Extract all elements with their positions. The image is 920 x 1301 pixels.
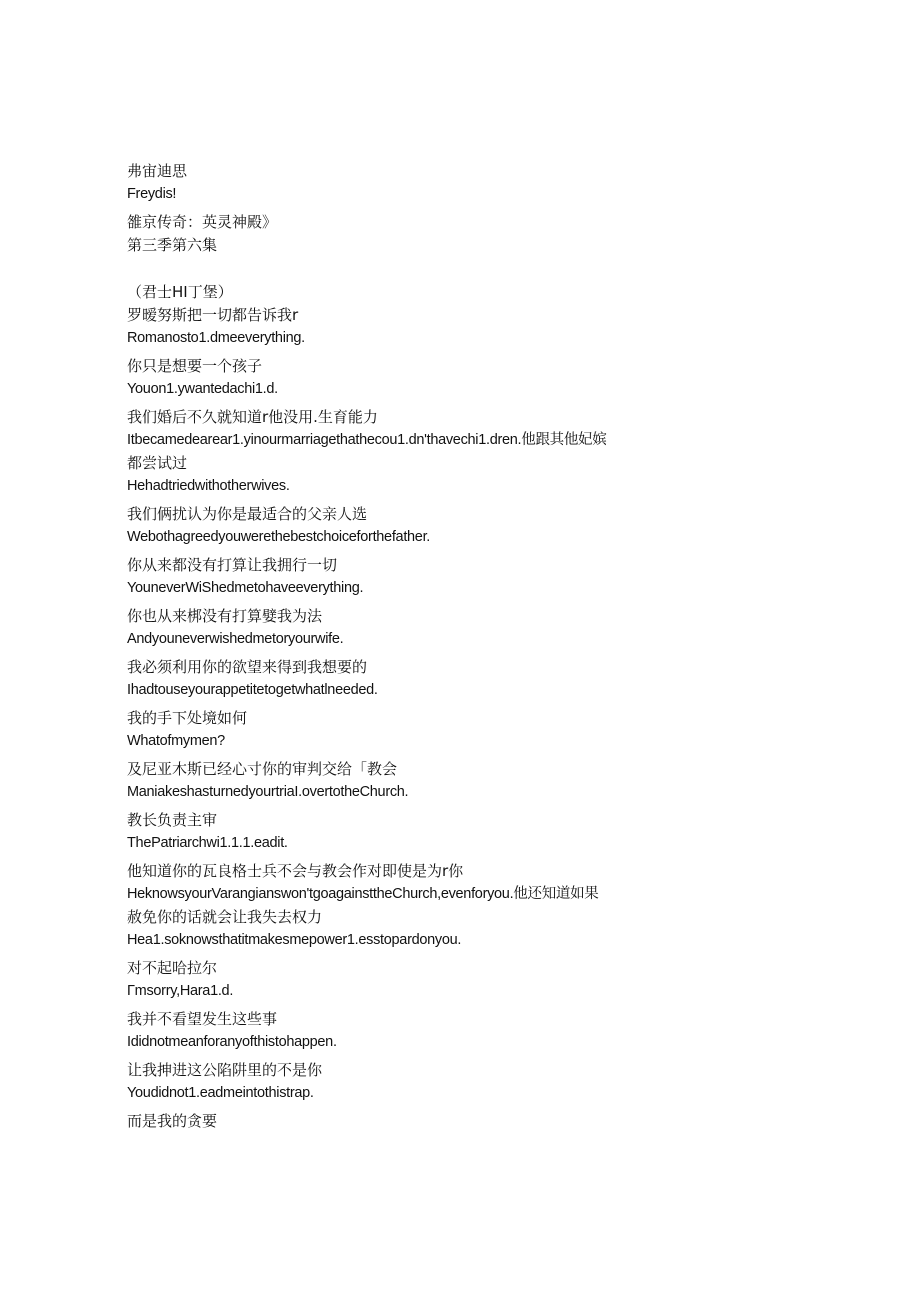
dialogue-line-en: Youdidnot1.eadmeintothistrap.	[127, 1085, 314, 1101]
dialogue-line-en: ManiakeshasturnedyourtriaI.overtotheChurch.	[127, 784, 409, 800]
title-english: Freydis!	[127, 186, 177, 202]
dialogue-line-en: Γmsorry,Hara1.d.	[127, 983, 234, 999]
show-title: 雒京传奇：英灵神殿》	[127, 213, 278, 231]
dialogue-line-zh: 我们婚后不久就知道r他没用.生育能力	[127, 408, 378, 426]
dialogue-line-en: Ididnotmeanforanyofthistohappen.	[127, 1034, 337, 1050]
dialogue-line-zh: 罗暧努斯把一切都告诉我r	[127, 306, 299, 324]
dialogue-line-zh: 让我抻进这公陷阱里的不是你	[127, 1061, 323, 1079]
episode-label: 第三季第六集	[127, 236, 218, 254]
dialogue-line-en: Romanosto1.dmeeverything.	[127, 330, 305, 346]
dialogue-line-zh: 你只是想要一个孩子	[127, 357, 263, 375]
dialogue-line-zh: 我的手下处境如何	[127, 709, 248, 727]
dialogue-line-zh: 他知道你的瓦良格士兵不会与教会作对即使是为r你	[127, 862, 464, 880]
dialogue-block	[127, 304, 687, 1133]
dialogue-line-zh: 你也从来梆没有打算嬖我为法	[127, 607, 323, 625]
dialogue-line-zh: 我并不看望发生这些事	[127, 1010, 278, 1028]
dialogue-line-zh: 及尼亚木斯已经心寸你的审判交给「教会	[127, 760, 398, 778]
dialogue-line-zh: 对不起哈拉尔	[127, 959, 218, 977]
dialogue-line-en: YouneverWiShedmetohaveeverything.	[127, 580, 364, 596]
scene-heading: （君士HI丁堡）	[127, 283, 233, 301]
dialogue-line-en: HeknowsyourVarangianswon'tgoagainsttheChurch,evenforyou.他还知道如果	[127, 886, 599, 902]
dialogue-line-zh: 你从来都没有打算让我拥行一切	[127, 556, 338, 574]
dialogue-line-zh: 而是我的贪要	[127, 1112, 218, 1130]
dialogue-line-en: Webothagreedyouwerethebestchoiceforthefather.	[127, 529, 431, 545]
dialogue-line-en: Itbecamedearear1.yinourmarriagethathecou1.dn'thavechi1.dren.他跟其他妃嫔	[127, 432, 607, 448]
dialogue-line-en: Youon1.ywantedachi1.d.	[127, 381, 278, 397]
dialogue-line-en: ThePatriarchwi1.1.1.eadit.	[127, 835, 288, 851]
dialogue-line-zh: 我们俩扰认为你是最适合的父亲人选	[127, 505, 368, 523]
title-chinese: 弗宙迪思	[127, 162, 188, 180]
document-page	[127, 160, 687, 1133]
dialogue-line-en: Hehadtriedwithotherwives.	[127, 478, 290, 494]
dialogue-line-zh: 都尝试过	[127, 454, 188, 472]
dialogue-line-en: Andyouneverwishedmetoryourwife.	[127, 631, 344, 647]
dialogue-line-zh: 教长负责主审	[127, 811, 218, 829]
dialogue-line-zh: 赦免你的话就会让我失去权力	[127, 908, 323, 926]
dialogue-line-en: Ihadtouseyourappetitetogetwhatlneeded.	[127, 682, 378, 698]
dialogue-line-en: Hea1.soknowsthatitmakesmepower1.esstopardonyou.	[127, 932, 462, 948]
dialogue-line-zh: 我必须利用你的欲望来得到我想要的	[127, 658, 368, 676]
dialogue-line-en: Whatofmymen?	[127, 733, 225, 749]
